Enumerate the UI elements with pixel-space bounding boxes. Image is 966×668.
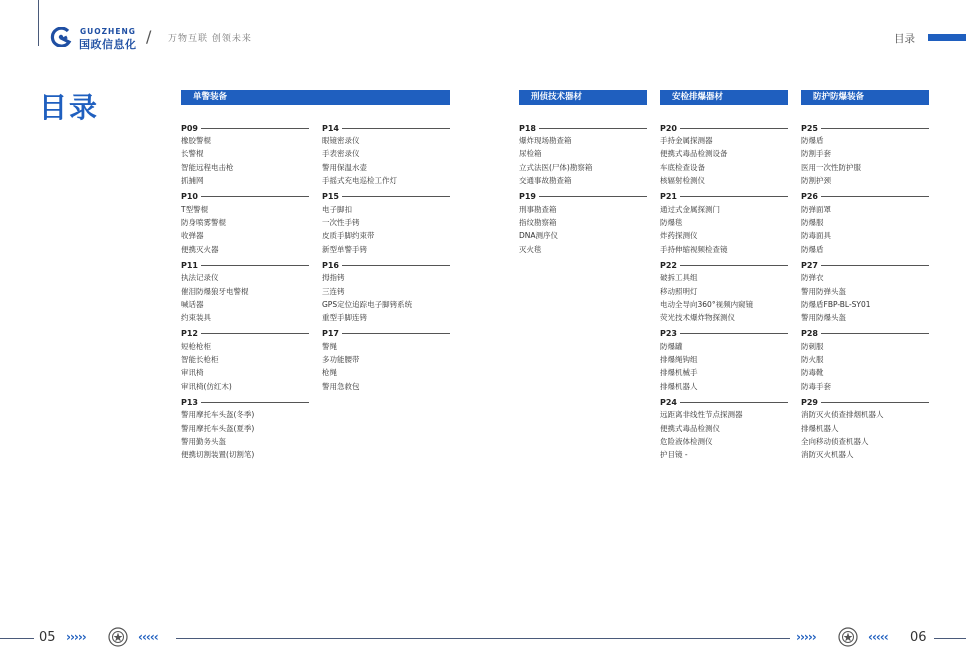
page-ref: P29 — [801, 397, 818, 407]
page-ref: P09 — [181, 123, 198, 133]
catalog-group — [181, 122, 309, 188]
catalog-item: 喊话器 — [181, 299, 204, 309]
page-ref: P23 — [660, 329, 677, 339]
catalog-item: 防爆盾FBP-BL-SY01 — [801, 299, 871, 309]
catalog-item: 防身喷雾警棍 — [181, 217, 226, 227]
catalog-item: 破拆工具组 — [660, 273, 698, 283]
group-rule — [680, 265, 788, 266]
catalog-item: 警用摩托车头盔(夏季) — [181, 423, 255, 433]
catalog-item: 排爆机械手 — [660, 368, 698, 378]
arrows-right-icon: ››››› — [66, 630, 86, 644]
catalog-group — [322, 259, 450, 325]
arrows-left-icon: ‹‹‹‹‹ — [138, 630, 158, 644]
catalog-item: 拇指铐 — [322, 273, 345, 283]
catalog-item: 排爆绳钩组 — [660, 355, 698, 365]
catalog-item: 炸药探测仪 — [660, 231, 698, 241]
catalog-item: 交通事故勘查箱 — [519, 176, 572, 186]
catalog-item: 枪绳 — [322, 368, 337, 378]
catalog-item: DNA测序仪 — [519, 231, 559, 241]
catalog-group-header — [801, 396, 929, 408]
catalog-item: 医用一次性防护服 — [801, 162, 861, 172]
catalog-item: 短枪枪柜 — [181, 341, 211, 351]
footer-line-right — [934, 638, 966, 639]
page-ref: P20 — [660, 123, 677, 133]
catalog-item: 护目镜 - — [660, 450, 688, 460]
catalog-item: 尿检箱 — [519, 149, 542, 159]
group-rule — [342, 128, 450, 129]
catalog-group-header — [181, 191, 309, 203]
catalog-item: 警用急救包 — [322, 381, 360, 391]
catalog-item: 长警棍 — [181, 149, 204, 159]
catalog-item: 排爆机器人 — [801, 423, 839, 433]
page-number-left: 05 — [39, 630, 56, 645]
group-rule — [201, 128, 309, 129]
catalog-item: 重型手脚连铐 — [322, 313, 367, 323]
logo-cn-text: 国政信息化 — [79, 38, 137, 51]
page-ref: P16 — [322, 260, 339, 270]
catalog-group — [801, 191, 929, 257]
page-title: 目录 — [39, 91, 100, 124]
catalog-item: 核辐射检测仪 — [660, 176, 705, 186]
catalog-item: 多功能腰带 — [322, 355, 360, 365]
group-rule — [539, 196, 647, 197]
catalog-group-header — [801, 259, 929, 271]
catalog-column-4 — [660, 122, 788, 465]
group-rule — [201, 402, 309, 403]
catalog-item: 便携式毒品检测仪 — [660, 423, 720, 433]
page-ref: P25 — [801, 123, 818, 133]
catalog-item: 便携式毒品检测设备 — [660, 149, 728, 159]
page-ref: P19 — [519, 192, 536, 202]
catalog-item: 智能长枪柜 — [181, 355, 219, 365]
catalog-item: 防爆毯 — [660, 217, 683, 227]
catalog-item: 催泪防爆狼牙电警棍 — [181, 286, 249, 296]
group-rule — [680, 128, 788, 129]
group-rule — [821, 402, 929, 403]
group-rule — [201, 333, 309, 334]
catalog-item: 执法记录仪 — [181, 273, 219, 283]
catalog-item: 荧光技术爆炸物探测仪 — [660, 313, 735, 323]
catalog-item: 防毒靴 — [801, 368, 824, 378]
catalog-item: 移动照明灯 — [660, 286, 698, 296]
catalog-item: 便携切割装置(切割笔) — [181, 450, 255, 460]
catalog-group-header — [181, 122, 309, 134]
catalog-item: 审讯椅 — [181, 368, 204, 378]
group-rule — [821, 128, 929, 129]
group-rule — [342, 333, 450, 334]
page-ref: P15 — [322, 192, 339, 202]
header-divider — [38, 0, 39, 46]
catalog-item: 警用摩托车头盔(冬季) — [181, 410, 255, 420]
catalog-item: 橡胶警棍 — [181, 136, 211, 145]
catalog-item: 爆炸现场勘查箱 — [519, 136, 572, 145]
catalog-item: 手表密录仪 — [322, 149, 360, 159]
catalog-item: 警用勤务头盔 — [181, 437, 226, 447]
catalog-item: 刑事勘查箱 — [519, 204, 557, 214]
group-rule — [539, 128, 647, 129]
catalog-item: 防爆罐 — [660, 341, 683, 351]
category-bar-protection: 防护防爆装备 — [801, 90, 929, 105]
page-ref: P24 — [660, 397, 677, 407]
catalog-item: 审讯椅(仿红木) — [181, 381, 232, 391]
catalog-item: 全向移动侦查机器人 — [801, 437, 869, 447]
arrows-right-icon: ››››› — [796, 630, 816, 644]
catalog-column-3 — [519, 122, 647, 259]
catalog-item: 防爆服 — [801, 217, 824, 227]
catalog-group-header — [519, 122, 647, 134]
catalog-group-header — [322, 122, 450, 134]
catalog-column-5 — [801, 122, 929, 465]
footer-line-middle — [176, 638, 790, 639]
catalog-group-header — [322, 191, 450, 203]
catalog-item: 指纹勘察箱 — [519, 217, 557, 227]
group-rule — [821, 196, 929, 197]
page-ref: P22 — [660, 260, 677, 270]
page-ref: P17 — [322, 329, 339, 339]
catalog-item: 防火服 — [801, 355, 824, 365]
group-rule — [680, 196, 788, 197]
page-ref: P12 — [181, 329, 198, 339]
category-bar-forensics: 刑侦技术器材 — [519, 90, 647, 105]
page-ref: P26 — [801, 192, 818, 202]
catalog-item: T型警棍 — [181, 204, 209, 214]
catalog-item: 抓捕网 — [181, 176, 204, 186]
catalog-group-header — [660, 396, 788, 408]
catalog-group — [660, 259, 788, 325]
police-emblem-icon — [838, 627, 858, 647]
catalog-group — [181, 259, 309, 325]
catalog-group — [801, 396, 929, 462]
header-section-label: 目录 — [894, 33, 915, 45]
catalog-group — [322, 122, 450, 188]
catalog-item: 眼镜密录仪 — [322, 136, 360, 145]
police-emblem-icon — [108, 627, 128, 647]
catalog-group — [519, 191, 647, 257]
group-rule — [201, 265, 309, 266]
catalog-item: 车底检查设备 — [660, 162, 705, 172]
catalog-item: 防割护颈 — [801, 176, 831, 186]
catalog-item: 约束装具 — [181, 313, 211, 323]
slogan: 万物互联 创领未来 — [168, 34, 252, 44]
catalog-group — [801, 259, 929, 325]
catalog-item: 皮质手脚约束带 — [322, 231, 375, 241]
footer-line-left — [0, 638, 34, 639]
catalog-group — [660, 328, 788, 394]
page-ref: P18 — [519, 123, 536, 133]
group-rule — [821, 265, 929, 266]
catalog-item: 灭火毯 — [519, 244, 542, 254]
page-ref: P13 — [181, 397, 198, 407]
catalog-item: 便携灭火器 — [181, 244, 219, 254]
logo-en-text: GUOZHENG — [80, 27, 136, 36]
catalog-group — [660, 122, 788, 188]
catalog-item: 防刺服 — [801, 341, 824, 351]
catalog-item: 手持金属探测器 — [660, 136, 713, 145]
catalog-group-header — [519, 191, 647, 203]
page-ref: P10 — [181, 192, 198, 202]
catalog-item: 一次性手铐 — [322, 217, 360, 227]
catalog-group — [181, 191, 309, 257]
catalog-item: 手摇式充电巡检工作灯 — [322, 176, 397, 186]
catalog-item: 远距离非线性节点探测器 — [660, 410, 743, 420]
catalog-item: 手持伸缩视频检查镜 — [660, 244, 728, 254]
group-rule — [680, 402, 788, 403]
catalog-item: 收弹器 — [181, 231, 204, 241]
page-ref: P21 — [660, 192, 677, 202]
category-bar-police-equipment: 单警装备 — [181, 90, 450, 105]
catalog-group-header — [660, 259, 788, 271]
catalog-item: 立式法医(尸体)勘察箱 — [519, 162, 593, 172]
catalog-group-header — [660, 122, 788, 134]
catalog-group-header — [181, 396, 309, 408]
catalog-group-header — [801, 328, 929, 340]
group-rule — [342, 196, 450, 197]
page-number-right: 06 — [910, 630, 927, 645]
group-rule — [201, 196, 309, 197]
catalog-item: 防爆盾 — [801, 136, 824, 145]
page-ref: P27 — [801, 260, 818, 270]
catalog-group — [519, 122, 647, 188]
catalog-group-header — [660, 328, 788, 340]
catalog-item: 警绳 — [322, 341, 337, 351]
catalog-item: 智能远程电击枪 — [181, 162, 234, 172]
catalog-group-header — [801, 122, 929, 134]
company-logo-icon — [50, 27, 72, 47]
page-ref: P14 — [322, 123, 339, 133]
catalog-group — [322, 328, 450, 394]
catalog-group-header — [660, 191, 788, 203]
catalog-group — [660, 396, 788, 462]
catalog-group — [181, 328, 309, 394]
catalog-group-header — [181, 259, 309, 271]
catalog-item: 防弹面罩 — [801, 204, 831, 214]
catalog-group-header — [801, 191, 929, 203]
catalog-group — [181, 396, 309, 462]
catalog-item: 新型单警手铐 — [322, 244, 367, 254]
catalog-item: 电子脚扣 — [322, 204, 352, 214]
catalog-item: 排爆机器人 — [660, 381, 698, 391]
catalog-item: 防弹衣 — [801, 273, 824, 283]
catalog-group — [322, 191, 450, 257]
arrows-left-icon: ‹‹‹‹‹ — [868, 630, 888, 644]
header-slash: / — [146, 27, 152, 46]
catalog-group — [660, 191, 788, 257]
catalog-item: GPS定位追踪电子脚铐系统 — [322, 299, 413, 309]
catalog-column-2 — [322, 122, 450, 396]
catalog-item: 消防灭火侦查排烟机器人 — [801, 410, 884, 420]
catalog-column-1 — [181, 122, 309, 465]
catalog-group-header — [322, 328, 450, 340]
catalog-group-header — [322, 259, 450, 271]
catalog-item: 三连铐 — [322, 286, 345, 296]
catalog-group-header — [181, 328, 309, 340]
catalog-item: 警用防爆头盔 — [801, 313, 846, 323]
catalog-item: 防割手套 — [801, 149, 831, 159]
catalog-item: 电动全导向360°视频内窥镜 — [660, 299, 754, 309]
catalog-item: 警用保温水壶 — [322, 162, 367, 172]
catalog-item: 防毒面具 — [801, 231, 831, 241]
page-ref: P11 — [181, 260, 198, 270]
catalog-item: 防爆盾 — [801, 244, 824, 254]
group-rule — [342, 265, 450, 266]
group-rule — [821, 333, 929, 334]
catalog-item: 通过式金属探测门 — [660, 204, 720, 214]
catalog-item: 防毒手套 — [801, 381, 831, 391]
catalog-item: 警用防弹头盔 — [801, 286, 846, 296]
catalog-item: 消防灭火机器人 — [801, 450, 854, 460]
page-ref: P28 — [801, 329, 818, 339]
catalog-item: 危险液体检测仪 — [660, 437, 713, 447]
category-bar-security-eod: 安检排爆器材 — [660, 90, 788, 105]
catalog-group — [801, 328, 929, 394]
catalog-group — [801, 122, 929, 188]
group-rule — [680, 333, 788, 334]
header-accent-bar — [928, 34, 966, 41]
